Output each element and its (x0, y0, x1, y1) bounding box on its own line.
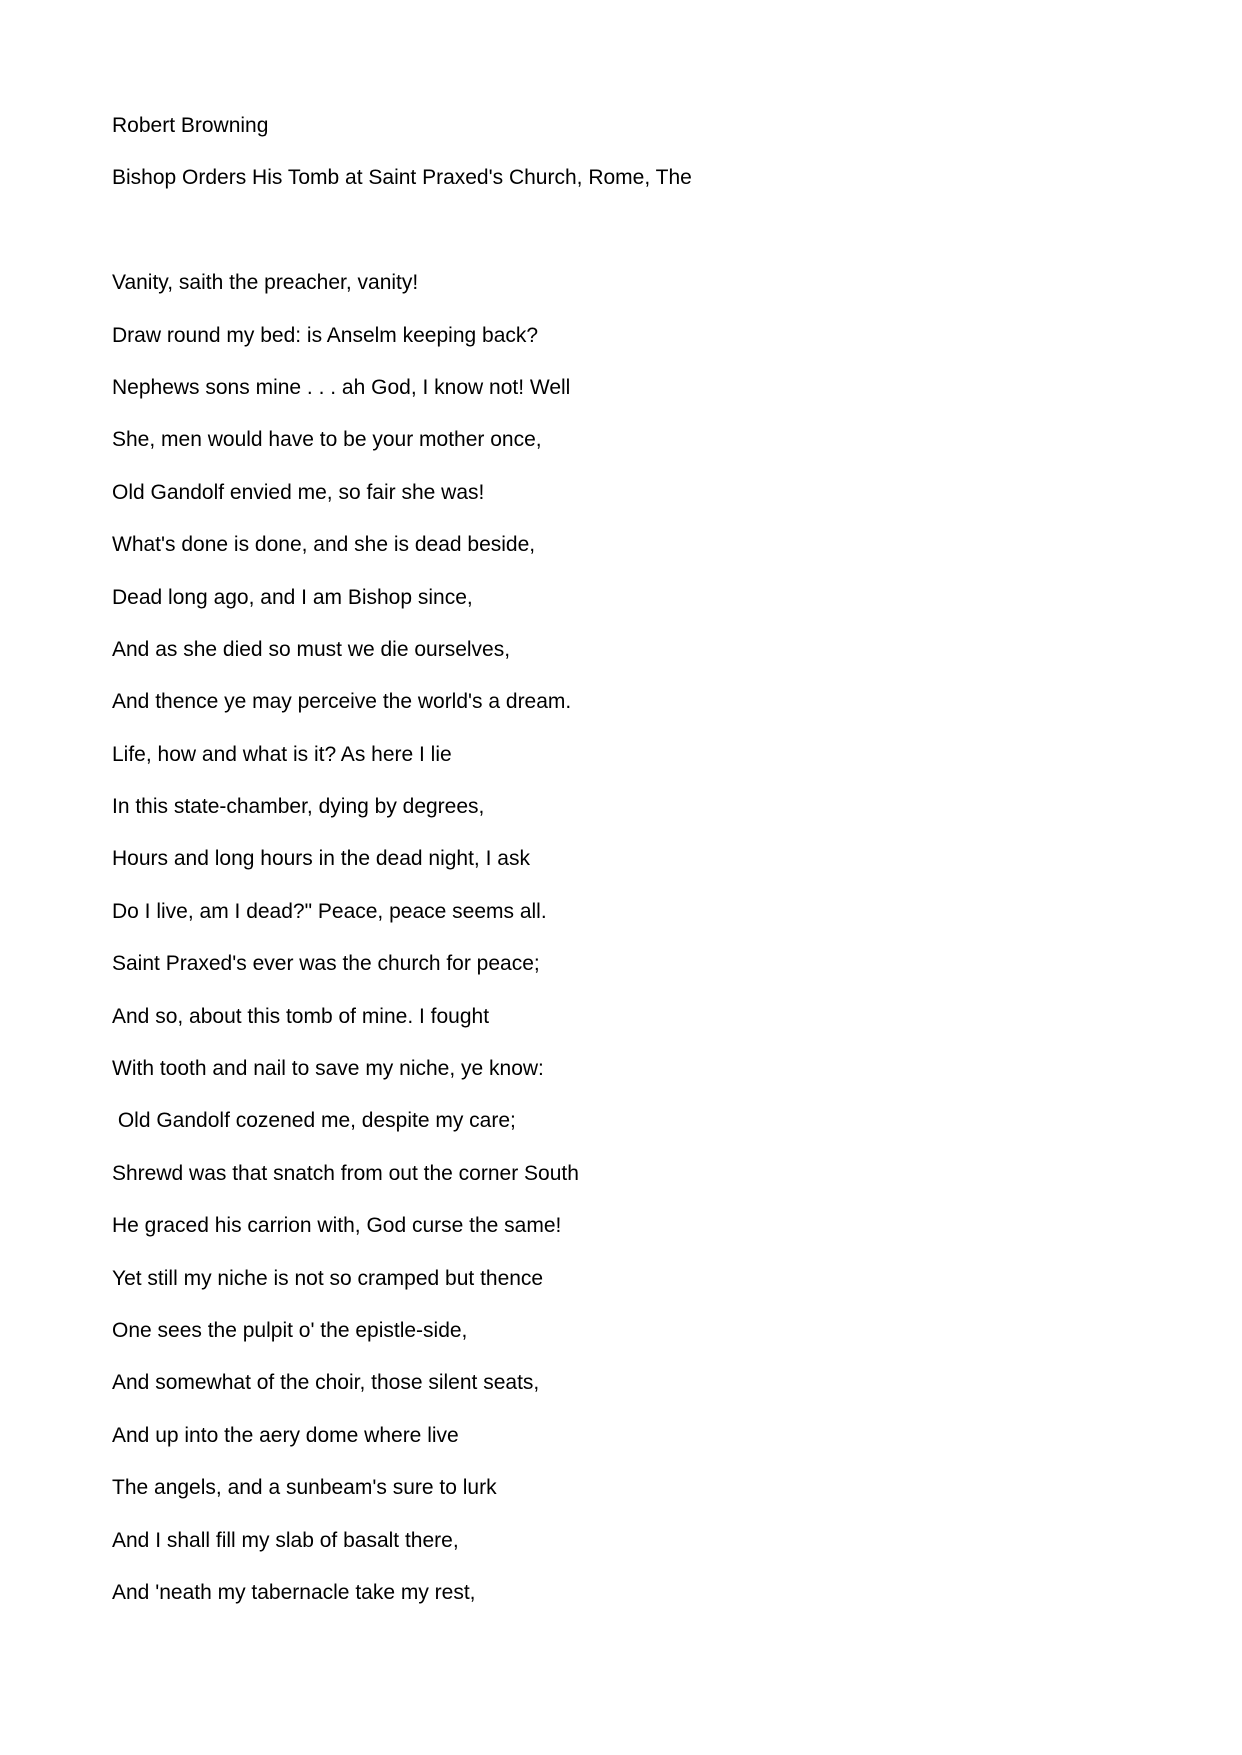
poem-line: Shrewd was that snatch from out the corner South (112, 1161, 579, 1185)
poem-line: Life, how and what is it? As here I lie (112, 742, 452, 766)
poem-line: Yet still my niche is not so cramped but thence (112, 1266, 544, 1290)
poem-line: And somewhat of the choir, those silent seats, (112, 1371, 540, 1395)
poem-line: And 'neath my tabernacle take my rest, (112, 1580, 476, 1604)
poem-text (112, 112, 1132, 1631)
poem-line: Dead long ago, and I am Bishop since, (112, 585, 473, 609)
author-name: Robert Browning (112, 114, 269, 137)
poem-line: And I shall fill my slab of basalt there, (112, 1528, 459, 1552)
poem-title: Bishop Orders His Tomb at Saint Praxed's Church, Rome, The (112, 166, 692, 190)
blank-line (112, 217, 1132, 269)
poem-line: In this state-chamber, dying by degrees, (112, 795, 485, 819)
poem-line: The angels, and a sunbeam's sure to lurk (112, 1476, 497, 1500)
poem-line: He graced his carrion with, God curse the same! (112, 1214, 562, 1238)
poem-line: Old Gandolf cozened me, despite my care; (112, 1109, 516, 1133)
poem-verse (112, 269, 1132, 1631)
poem-line: And up into the aery dome where live (112, 1423, 459, 1447)
poem-line: Nephews sons mine . . . ah God, I know not! Well (112, 375, 571, 399)
poem-line: What's done is done, and she is dead beside, (112, 533, 536, 557)
poem-line: With tooth and nail to save my niche, ye know: (112, 1057, 544, 1081)
poem-line: And as she died so must we die ourselves, (112, 637, 511, 661)
poem-line: Vanity, saith the preacher, vanity! (112, 271, 419, 295)
poem-line: Do I live, am I dead?" Peace, peace seems all. (112, 899, 547, 923)
poem-line: Old Gandolf envied me, so fair she was! (112, 480, 485, 504)
poem-line: Hours and long hours in the dead night, I ask (112, 847, 530, 871)
poem-line: One sees the pulpit o' the epistle-side, (112, 1318, 468, 1342)
poem-line: Saint Praxed's ever was the church for peace; (112, 952, 540, 976)
poem-line: And thence ye may perceive the world's a dream. (112, 690, 572, 714)
poem-line: And so, about this tomb of mine. I fought (112, 1004, 490, 1028)
poem-line: She, men would have to be your mother once, (112, 428, 542, 452)
poem-line: Draw round my bed: is Anselm keeping back? (112, 323, 539, 347)
